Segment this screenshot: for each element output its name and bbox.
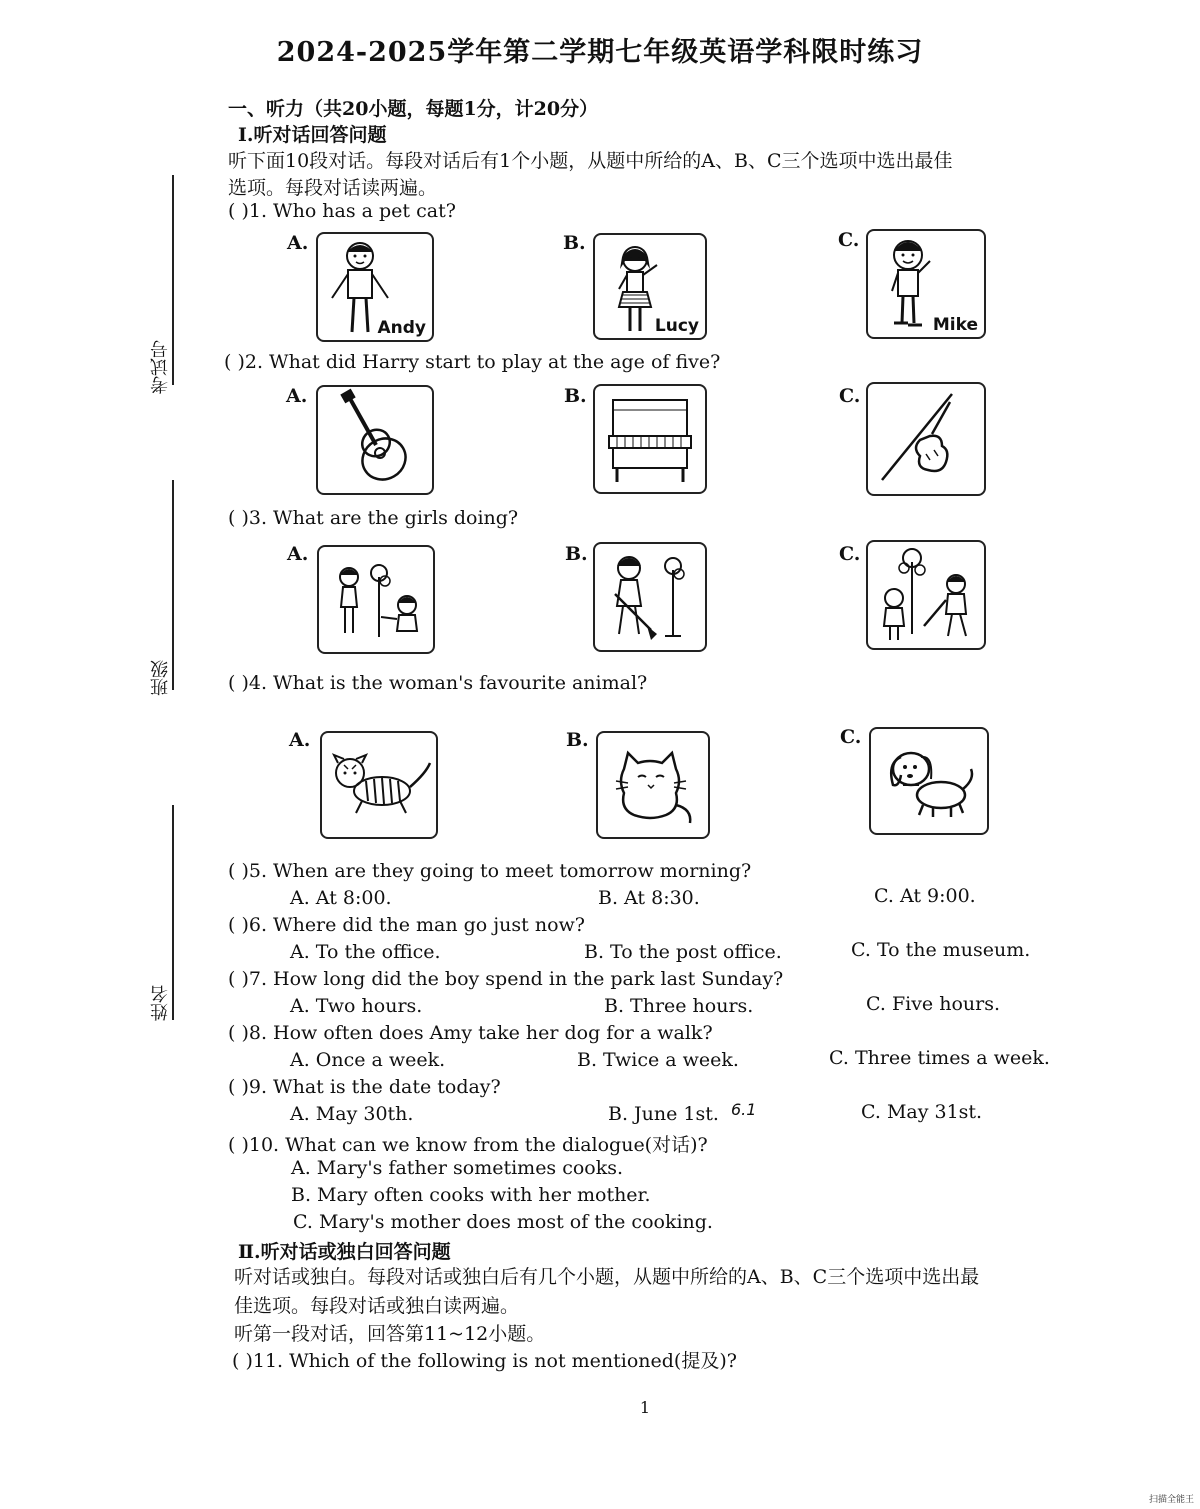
section-heading: 一、听力（共20小题，每题1分，计20分）: [228, 98, 599, 120]
part2-subinstruction: 听第一段对话，回答第11~12小题。: [234, 1323, 546, 1345]
kids-planting-tree-icon: [868, 542, 984, 648]
option-a[interactable]: A. Once a week.: [290, 1049, 446, 1071]
option-a[interactable]: A. To the office.: [290, 941, 441, 963]
option-a-picture[interactable]: [317, 545, 435, 654]
question-9: [228, 1076, 501, 1098]
girl-digging-icon: [595, 544, 705, 650]
option-b-picture[interactable]: [593, 233, 707, 340]
question-text: Where did the man go just now?: [273, 914, 585, 936]
question-text: What are the girls doing?: [273, 507, 519, 529]
violin-icon: [868, 384, 984, 494]
question-10: [228, 1130, 708, 1157]
option-b[interactable]: B.: [566, 729, 589, 751]
option-b[interactable]: B. Twice a week.: [577, 1049, 739, 1071]
option-c-picture[interactable]: [866, 382, 986, 496]
option-a[interactable]: A.: [286, 385, 308, 407]
question-text: Which of the following is not mentioned(提及)?: [289, 1350, 737, 1372]
option-b[interactable]: B.: [563, 232, 586, 254]
exam-no-label: 考试号: [150, 340, 171, 394]
handwritten-note: 6.1: [731, 1100, 757, 1119]
andy-label: Andy: [377, 318, 426, 338]
part1-instructions-2: 选项。每段对话读两遍。: [228, 177, 438, 199]
dog-icon: [871, 729, 987, 833]
answer-bracket[interactable]: ( )9.: [228, 1076, 267, 1098]
cat-icon: [598, 733, 708, 837]
part2-heading: Ⅱ.听对话或独白回答问题: [238, 1241, 451, 1263]
option-b[interactable]: B. Mary often cooks with her mother.: [291, 1184, 651, 1206]
question-2: [224, 351, 720, 373]
option-a[interactable]: A. Two hours.: [290, 995, 423, 1017]
question-text: What is the woman's favourite animal?: [273, 672, 648, 694]
option-c[interactable]: C. Three times a week.: [829, 1047, 1050, 1069]
question-8: [228, 1022, 713, 1044]
question-text: Who has a pet cat?: [273, 200, 456, 222]
answer-bracket[interactable]: ( )11.: [232, 1350, 284, 1372]
option-b[interactable]: B. Three hours.: [604, 995, 754, 1017]
option-a[interactable]: A. Mary's father sometimes cooks.: [291, 1157, 624, 1179]
guitar-icon: [318, 387, 432, 493]
option-a[interactable]: A.: [289, 729, 311, 751]
name-label: 姓名: [150, 985, 171, 1021]
option-c[interactable]: C.: [838, 229, 860, 251]
class-line: [172, 480, 174, 690]
option-c[interactable]: C. At 9:00.: [874, 885, 976, 907]
mike-label: Mike: [932, 315, 978, 335]
question-4: [228, 672, 647, 694]
question-1: [228, 200, 456, 222]
question-7: [228, 968, 783, 990]
girls-watering-tree-icon: [319, 547, 433, 652]
option-b[interactable]: B.: [565, 543, 588, 565]
part1-heading: Ⅰ.听对话回答问题: [238, 124, 387, 146]
option-a-picture[interactable]: [316, 232, 434, 342]
option-a[interactable]: A.: [287, 232, 309, 254]
answer-bracket[interactable]: ( )5.: [228, 860, 267, 882]
answer-bracket[interactable]: ( )6.: [228, 914, 267, 936]
option-b[interactable]: B. At 8:30.: [598, 887, 700, 909]
answer-bracket[interactable]: ( )10.: [228, 1134, 280, 1156]
question-text: When are they going to meet tomorrow morning?: [273, 860, 752, 882]
question-text: What is the date today?: [273, 1076, 501, 1098]
option-a[interactable]: A.: [287, 543, 309, 565]
option-b[interactable]: B. June 1st.: [608, 1103, 719, 1125]
tiger-icon: [322, 733, 436, 837]
option-b-picture[interactable]: [593, 384, 707, 494]
option-a[interactable]: A. May 30th.: [290, 1103, 414, 1125]
option-c[interactable]: C. Five hours.: [866, 993, 1001, 1015]
answer-bracket[interactable]: ( )1.: [228, 200, 267, 222]
option-c[interactable]: C.: [839, 385, 861, 407]
question-5: [228, 860, 751, 882]
option-c[interactable]: C. May 31st.: [861, 1101, 983, 1123]
part2-instructions-1: 听对话或独白。每段对话或独白后有几个小题，从题中所给的A、B、C三个选项中选出最: [234, 1266, 980, 1288]
option-c[interactable]: C.: [840, 726, 862, 748]
option-b-picture[interactable]: [593, 542, 707, 652]
answer-bracket[interactable]: ( )4.: [228, 672, 267, 694]
answer-bracket[interactable]: ( )7.: [228, 968, 267, 990]
option-b[interactable]: B.: [564, 385, 587, 407]
answer-bracket[interactable]: ( )2.: [224, 351, 263, 373]
question-text: How long did the boy spend in the park last Sunday?: [273, 968, 784, 990]
option-c-picture[interactable]: [869, 727, 989, 835]
class-label: 班级: [150, 660, 171, 696]
part2-instructions-2: 佳选项。每段对话或独白读两遍。: [234, 1295, 520, 1317]
option-c[interactable]: C. To the museum.: [851, 939, 1031, 961]
question-6: [228, 914, 585, 936]
option-b-picture[interactable]: [596, 731, 710, 839]
option-b[interactable]: B. To the post office.: [584, 941, 782, 963]
page-title: 2024-2025学年第二学期七年级英语学科限时练习: [276, 37, 924, 68]
question-text: How often does Amy take her dog for a walk?: [273, 1022, 713, 1044]
option-a-picture[interactable]: [316, 385, 434, 495]
option-a[interactable]: A. At 8:00.: [290, 887, 392, 909]
piano-icon: [595, 386, 705, 492]
option-a-picture[interactable]: [320, 731, 438, 839]
option-c[interactable]: C.: [839, 543, 861, 565]
scanner-watermark: 扫描全能王: [1148, 1495, 1194, 1505]
option-c-picture[interactable]: [866, 229, 986, 339]
option-c[interactable]: C. Mary's mother does most of the cooking.: [293, 1211, 713, 1233]
answer-bracket[interactable]: ( )3.: [228, 507, 267, 529]
question-text: What did Harry start to play at the age of five?: [269, 351, 721, 373]
answer-bracket[interactable]: ( )8.: [228, 1022, 267, 1044]
option-c-picture[interactable]: [866, 540, 986, 650]
question-text: What can we know from the dialogue(对话)?: [285, 1134, 708, 1156]
lucy-label: Lucy: [654, 316, 699, 336]
question-11: [232, 1346, 737, 1373]
page-number: 1: [639, 1398, 651, 1417]
part1-instructions-1: 听下面10段对话。每段对话后有1个小题，从题中所给的A、B、C三个选项中选出最佳: [228, 150, 953, 172]
question-3: [228, 507, 518, 529]
